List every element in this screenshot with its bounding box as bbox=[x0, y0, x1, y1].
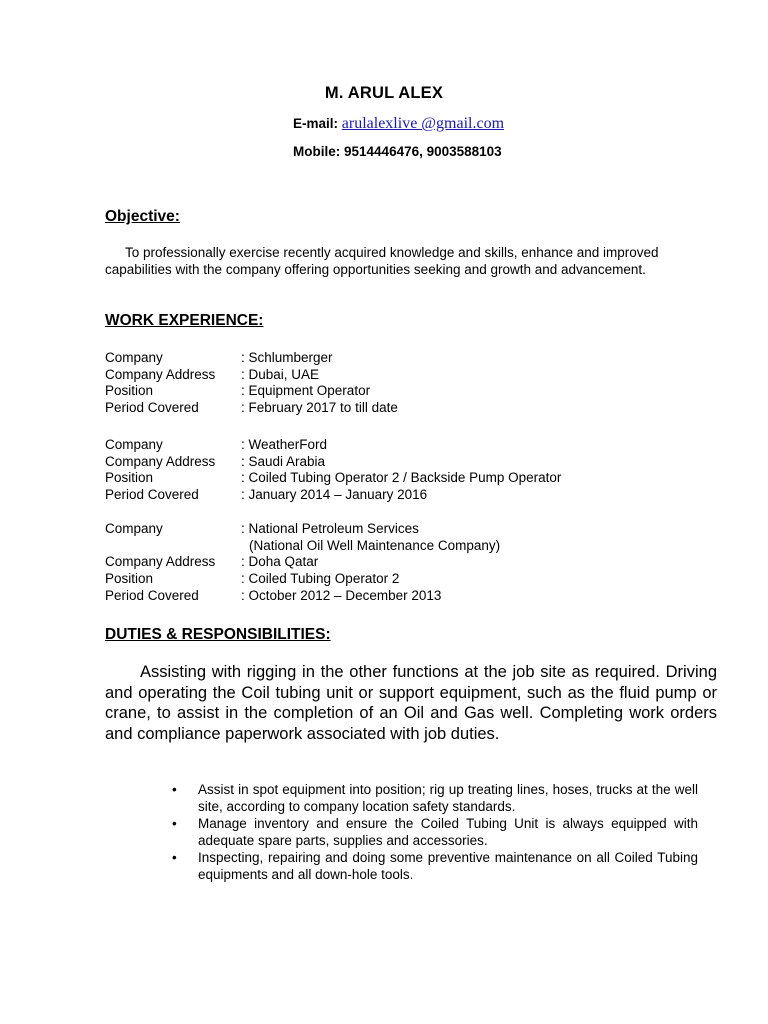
company-label: Company bbox=[105, 521, 163, 536]
period-value: : October 2012 – December 2013 bbox=[241, 587, 442, 603]
position-label: Position bbox=[105, 571, 154, 587]
candidate-name: M. ARUL ALEX bbox=[324, 84, 444, 102]
objective-text bbox=[105, 245, 705, 278]
bullet-text: Assist in spot equipment into position; rig up treating lines, hoses, trucks at the well site, according to company location safety standards. bbox=[198, 782, 698, 814]
position-value: : Coiled Tubing Operator 2 / Backside Pump Operator bbox=[241, 470, 562, 486]
mobile-line bbox=[293, 144, 502, 159]
address-label: Company Address bbox=[105, 453, 216, 469]
company-value: : National Petroleum Services bbox=[241, 521, 419, 536]
position-label: Position bbox=[105, 383, 154, 399]
objective-body: To professionally exercise recently acquired knowledge and skills, enhance and improved capabilities with the company offering opportunities seeking and growth and advancement. bbox=[105, 245, 659, 277]
address-value: : Doha Qatar bbox=[241, 554, 319, 570]
objective-heading: Objective: bbox=[105, 208, 180, 225]
position-label: Position bbox=[105, 470, 154, 486]
email-link[interactable]: arulalexlive @gmail.com bbox=[341, 115, 505, 132]
company-value: : WeatherFord bbox=[241, 437, 328, 452]
mobile-number: 9514446476, 9003588103 bbox=[344, 144, 502, 159]
bullet-text: Manage inventory and ensure the Coiled Tubing Unit is always equipped with adequate spare parts, supplies and accessories. bbox=[198, 816, 698, 848]
period-label: Period Covered bbox=[105, 587, 199, 603]
address-value: : Dubai, UAE bbox=[241, 366, 320, 382]
position-value: : Coiled Tubing Operator 2 bbox=[241, 571, 400, 587]
bullet-icon: • bbox=[172, 782, 177, 797]
address-label: Company Address bbox=[105, 554, 216, 570]
email-line bbox=[293, 115, 504, 133]
period-value: : February 2017 to till date bbox=[241, 400, 398, 416]
address-label: Company Address bbox=[105, 366, 216, 382]
work-experience-heading: WORK EXPERIENCE: bbox=[105, 312, 264, 329]
duties-paragraph bbox=[105, 662, 717, 744]
mobile-label: Mobile: bbox=[293, 144, 341, 159]
duties-bullet-list bbox=[172, 782, 698, 884]
company-label: Company bbox=[105, 437, 163, 452]
list-item bbox=[172, 850, 698, 883]
bullet-icon: • bbox=[172, 816, 177, 831]
duties-heading: DUTIES & RESPONSIBILITIES: bbox=[105, 626, 331, 643]
list-item bbox=[172, 816, 698, 849]
list-item bbox=[172, 782, 698, 815]
company-label: Company bbox=[105, 350, 163, 365]
experience-entry bbox=[105, 350, 398, 417]
period-value: : January 2014 – January 2016 bbox=[241, 487, 428, 503]
period-label: Period Covered bbox=[105, 487, 199, 503]
bullet-icon: • bbox=[172, 850, 177, 865]
experience-entry bbox=[105, 437, 561, 504]
bullet-text: Inspecting, repairing and doing some preventive maintenance on all Coiled Tubing equipments and all down-hole tools. bbox=[198, 850, 698, 882]
email-label: E-mail: bbox=[293, 116, 339, 131]
period-label: Period Covered bbox=[105, 400, 199, 416]
address-value: : Saudi Arabia bbox=[241, 453, 326, 469]
duties-body: Assisting with rigging in the other functions at the job site as required. Driving and operating the Coil tubing unit or support equipment, such as the fluid pump or crane, to assist in the completion of an Oil and Gas well. Completing work orders and compliance paperwork associated with job duties. bbox=[105, 663, 717, 743]
experience-entry bbox=[105, 521, 500, 604]
position-value: : Equipment Operator bbox=[241, 383, 371, 399]
company-value: : Schlumberger bbox=[241, 350, 333, 365]
company-value-continued: (National Oil Well Maintenance Company) bbox=[249, 537, 501, 553]
